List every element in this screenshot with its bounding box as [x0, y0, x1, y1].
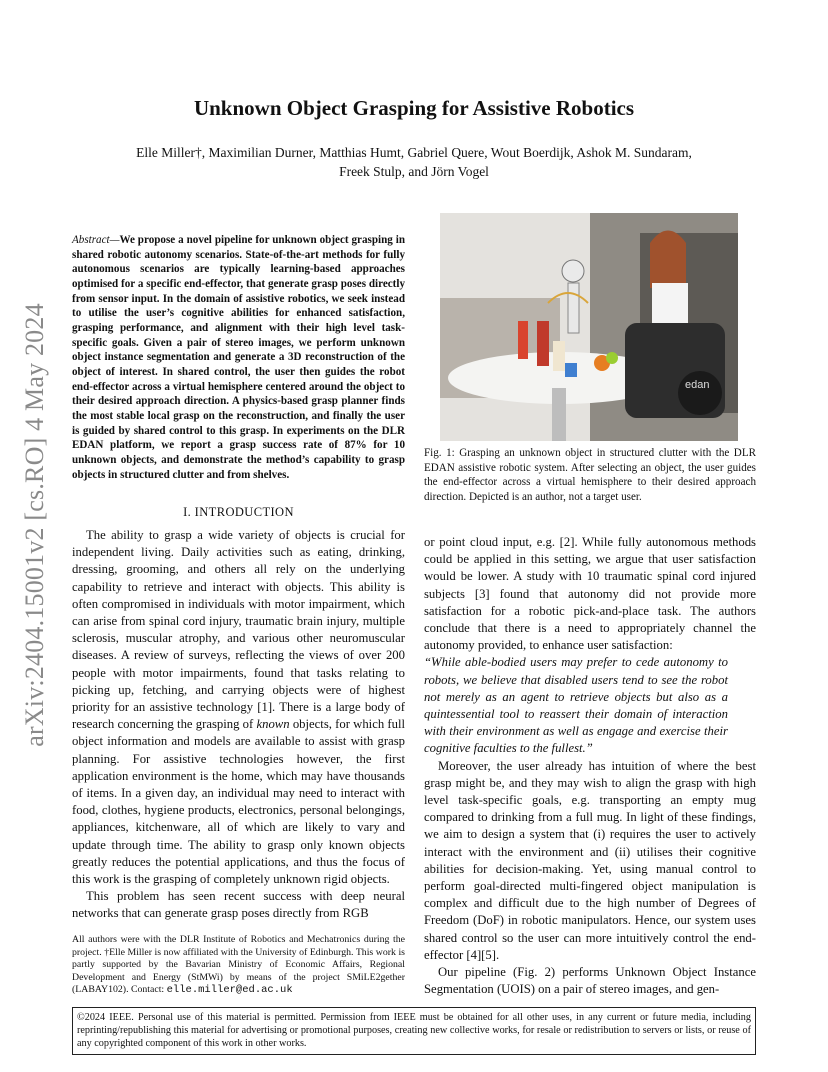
block-quote: “While able-bodied users may prefer to cede autonomy to robots, we believe that disabled users tend to see the robot not merely as an agent to retrieve objects but also as a quintessential tool to reassert their domain of interaction with their environment as well as engage and exercise their cognitive faculties to the fullest.” — [424, 655, 728, 756]
abstract-text: We propose a novel pipeline for unknown object grasping in shared robotic autonomy scenarios. State-of-the-art methods for fully autonomous scenarios are typically learning-based approaches optimised for a specific end-effector, that generate grasp poses directly from sensor input. In the domain of assistive robotics, we seek instead to utilise the user’s cognitive abilities for enhanced satisfaction, grasping performance, and alignment with their high level task-specific goals. Given a pair of stereo images, we perform unknown object instance segmentation and generate a 3D reconstruction of the object of interest. In shared control, the user then guides the robot end-effector across a virtual hemisphere centered around the object to their desired approach direction. A physics-based grasp planner finds the most stable local grasp on the reconstruction, and finally the user is guided by shared control to this grasp. In experiments on the DLR EDAN platform, we report a grasp success rate of 87% for 10 unknown objects, and demonstrate the method’s capability to grasp objects in structured clutter and from shelves. — [72, 234, 405, 481]
author-list — [90, 143, 738, 181]
intro-p1-rest: objects, for which full object information and models are available to assist with grasp planning. For assistive technologies however, the first application environment is the home, which may have thousands of items. In a given day, an individual may need to interact with food, clothes, hygiene products, electronics, personal belongings, appliances, kitchenware, all of which are likely to vary and update through time. The ability to grasp only known objects greatly reduces the potential applications, and thus the focus of this work is the grasping of completely unknown rigid objects. — [72, 717, 405, 887]
footnote-email: elle.miller@ed.ac.uk — [166, 984, 293, 997]
footnote-text: All authors were with the DLR Institute of Robotics and Mechatronics during the project. †Elle Miller is now affiliated with the University of Edinburgh. This work is partly supported by the Bavarian Ministry of Economic Affairs, Regional Development and Energy (StMWi) by means of the project SMiLE2gether (LABAY102). Contact: — [72, 934, 405, 996]
figure-1-caption: Fig. 1: Grasping an unknown object in structured clutter with the DLR EDAN assistive robotic system. After selecting an object, the user guides the end-effector across a virtual hemisphere to their desired approach direction. Depicted is an author, not a target user. — [424, 447, 756, 503]
paper-title: Unknown Object Grasping for Assistive Robotics — [193, 96, 635, 120]
intro-paragraph-2: This problem has seen recent success with deep neural networks that can generate grasp poses directly from RGB — [72, 889, 405, 921]
authors-line-2: Freek Stulp, and Jörn Vogel — [339, 164, 489, 179]
footnote — [72, 934, 405, 997]
right-paragraph-1: or point cloud input, e.g. [2]. While fully autonomous methods could be applied in this setting, we argue that user satisfaction would be lower. A study with 10 traumatic spinal cord injured subjects [3] found that autonomy did not provide more satisfaction for a robotic pick-and-place task. The authors conclude that there is a need to appropriately channel the autonomy provided, to enhance user satisfaction: — [424, 535, 756, 653]
figure-robot-logo: edan — [685, 379, 710, 391]
right-paragraph-2: Moreover, the user already has intuition of where the best grasp might be, and they may wish to align the grasp with high level task-specific goals, e.g. transporting an empty mug compared to drinking from a full mug. In light of these findings, we aim to design a system that (i) requires the user to actively interact with the environment and (ii) utilises their cognitive abilities for decision-making. Yet, using manual control to perform goal-directed multi-fingered object manipulation is complex and difficult due to the high number of Degrees of Freedom (DoF) in robotic manipulators. Hence, our system uses shared control so the user can more intuitively control the end-effector [4][5]. — [424, 758, 756, 962]
authors-line-1: Elle Miller†, Maximilian Durner, Matthias Humt, Gabriel Quere, Wout Boerdijk, Ashok M. Sundaram, — [136, 145, 692, 160]
right-column — [424, 534, 756, 998]
figure-1-photo — [440, 213, 738, 441]
copyright-notice: ©2024 IEEE. Personal use of this material is permitted. Permission from IEEE must be obtained for all other uses, in any current or future media, including reprinting/republishing this material for advertising or promotional purposes, creating new collective works, for resale or redistribution to servers or lists, or reuse of any copyrighted component of this work in other works. — [72, 1007, 756, 1055]
intro-column — [72, 527, 405, 923]
section-heading-introduction: I. INTRODUCTION — [183, 505, 294, 519]
arxiv-identifier — [18, 290, 52, 760]
right-paragraph-3: Our pipeline (Fig. 2) performs Unknown Object Instance Segmentation (UOIS) on a pair of stereo images, and gen- — [424, 965, 756, 997]
intro-known-emphasis: known — [256, 717, 290, 732]
abstract-lead: Abstract— — [72, 234, 120, 246]
abstract — [72, 233, 405, 482]
figure-illustration — [440, 213, 738, 441]
intro-paragraph-1 — [72, 527, 405, 888]
intro-p1-start: The ability to grasp a wide variety of objects is crucial for independent living. Daily activities such as eating, drinking, dressing, grooming, and others all rely on the underlying capability to retrieve and interact with objects. This ability is often compromised in individuals with motor impairment, which can arise from spinal cord injury, traumatic brain injury, multiple sclerosis, muscular atrophy, and various other neuromuscular diseases. A review of surveys, reflecting the views of over 200 people with motor impairments, found that tasks relating to picking up, fetching, and carrying objects were of highest priority for an assistive technology [1]. There is a large body of research concerning the grasping of — [72, 528, 405, 732]
arxiv-identifier-text: arXiv:2404.15001v2 [cs.RO] 4 May 2024 — [20, 303, 49, 747]
